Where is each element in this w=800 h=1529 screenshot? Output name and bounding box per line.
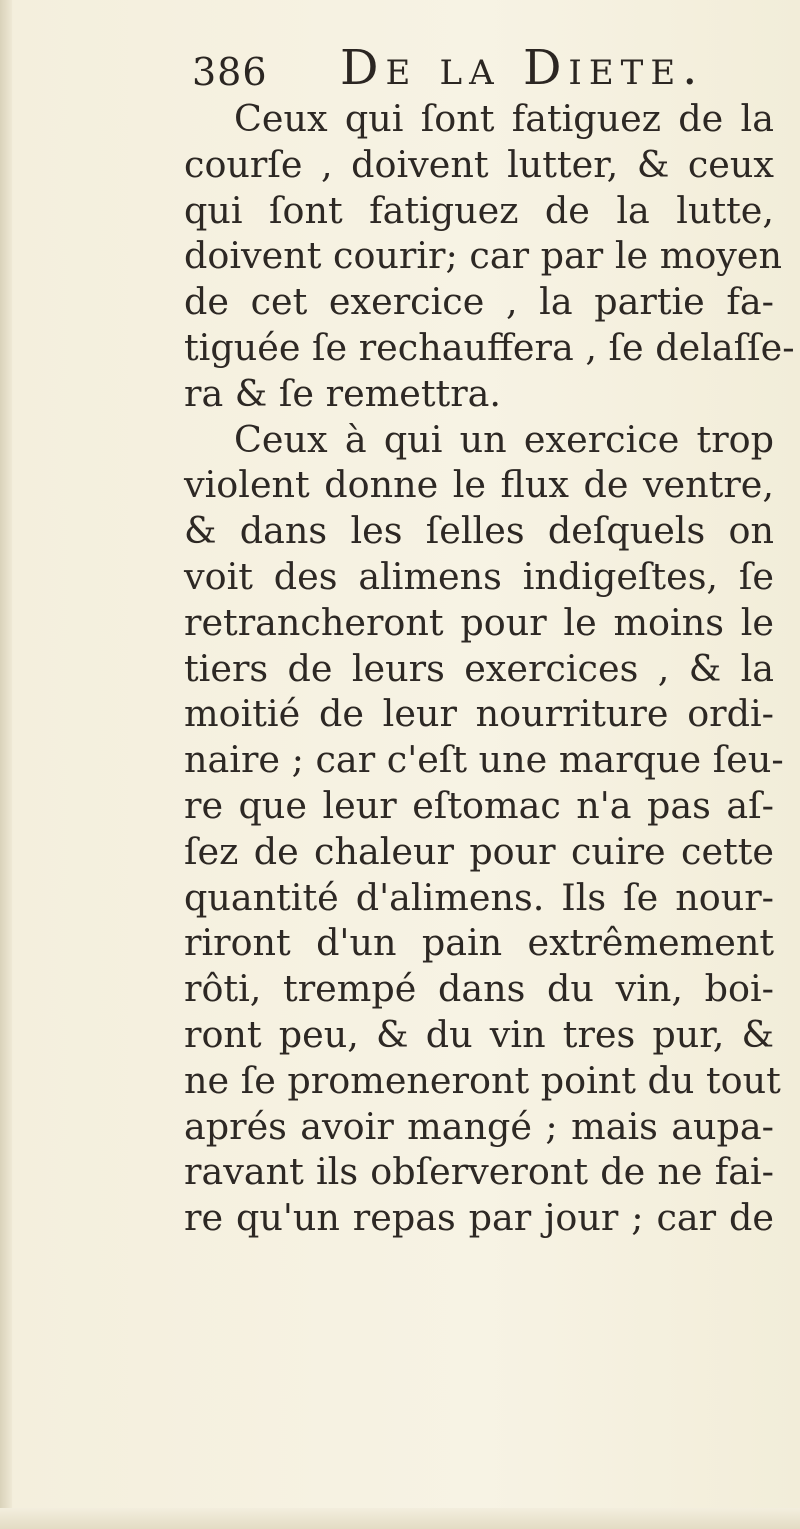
text-line: violent donne le flux de ventre, [184,463,774,507]
text-line: qui ſont fatiguez de la lutte, [184,188,774,232]
page-bottom-edge [0,1508,800,1529]
text-line: riront d'un pain extrêmement [184,921,774,965]
running-title: De la Diete. [340,40,705,96]
text-line: naire ; car c'eſt une marque ſeu- [184,738,784,782]
paragraph-2 [184,417,784,1241]
text-line: ne ſe promeneront point du tout [184,1058,781,1102]
text-line: rôti, trempé dans du vin, boi- [184,967,774,1011]
text-line: Ceux à qui un exercice trop [234,417,774,461]
text-line: ſez de chaleur pour cuire cette [184,829,774,873]
text-line: de cet exercice , la partie fa- [184,280,774,324]
text-line: ra & ſe remettra. [184,371,502,415]
text-line: aprés avoir mangé ; mais aupa- [184,1104,774,1148]
text-line: Ceux qui ſont fatiguez de la [234,97,774,140]
text-line: re que leur eſtomac n'a pas aſ- [184,783,774,827]
text-line: & dans les ſelles deſquels on [184,509,774,553]
text-line: doivent courir; car par le moyen [184,234,783,278]
running-header [192,38,752,100]
text-line: quantité d'alimens. Ils ſe nour- [184,875,774,919]
page-number: 386 [192,50,268,94]
body-text [184,96,795,1241]
text-line: retrancheront pour le moins le [184,600,774,644]
text-line: re qu'un repas par jour ; car de [184,1196,774,1240]
text-line: voit des alimens indigeſtes, ſe [184,554,774,598]
text-line: moitié de leur nourriture ordi- [184,692,774,736]
paragraph-1 [184,96,795,417]
text-line: ravant ils obſerveront de ne fai- [184,1150,774,1194]
page-edge [0,0,12,1529]
text-line: courſe , doivent lutter, & ceux [184,142,774,186]
text-line: tiers de leurs exercices , & la [184,646,774,690]
text-line: tiguée ſe rechauffera , ſe delaſſe- [184,325,795,369]
text-line: ront peu, & du vin tres pur, & [184,1012,774,1056]
